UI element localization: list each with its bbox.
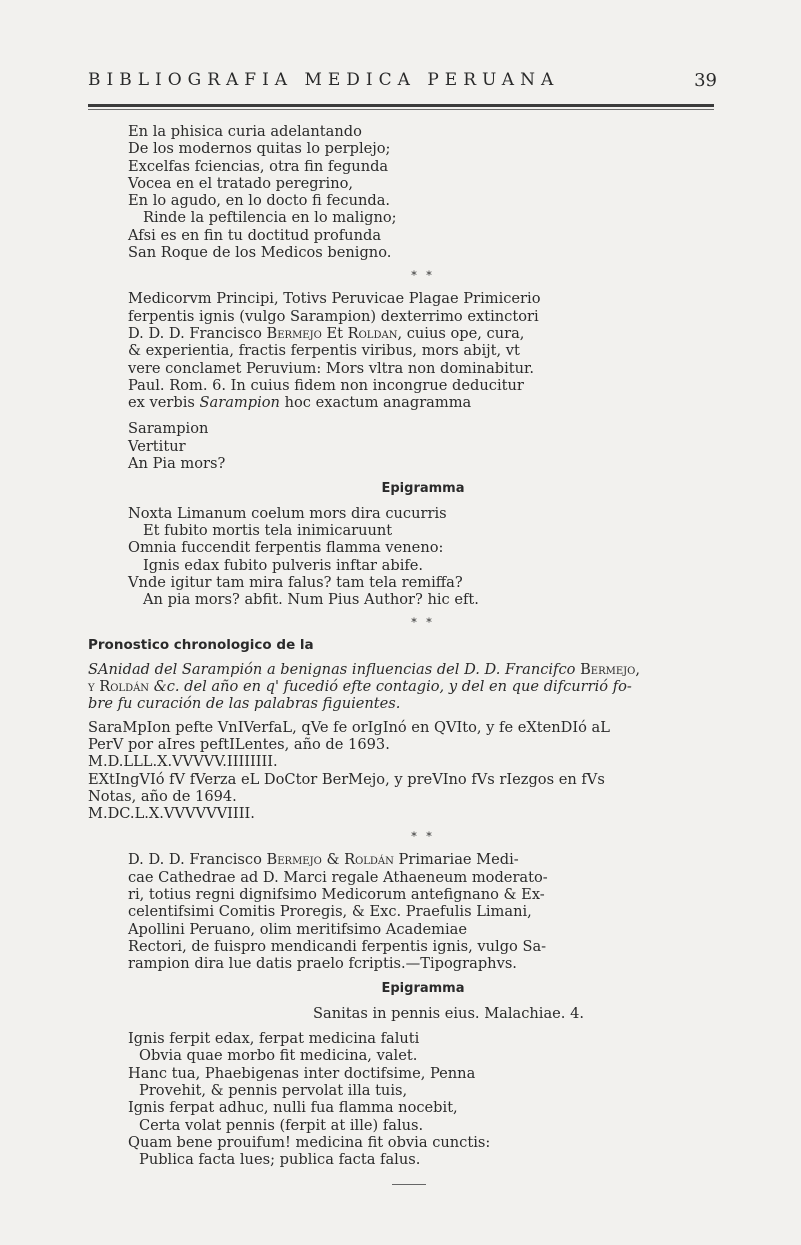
spanish-stanza	[128, 123, 718, 261]
pronostico-section	[88, 637, 718, 822]
line-fragment: &c. del año en q' fucedió efte contagio, y del en que difcurrió fo-	[149, 678, 632, 696]
header-title: BIBLIOGRAFIA MEDICA PERUANA	[88, 70, 560, 90]
page-number: 39	[694, 70, 717, 91]
name-bermejo: Bermejo,	[580, 660, 641, 678]
verse-line: Et fubito mortis tela inimicaruunt	[143, 521, 393, 539]
line-fragment: hoc exactum anagramma	[279, 394, 472, 412]
verse-line: Obvia quae morbo fit medicina, valet.	[139, 1047, 418, 1065]
epigram-one	[128, 505, 718, 609]
stanza-line: Rinde la peftilencia en lo maligno;	[143, 209, 397, 227]
line-fragment: SAnidad del Sarampión a benignas influencias del D. D. Francifco	[88, 660, 581, 678]
paragraph-line: cae Cathedrae ad D. Marci regale Athaeneum moderato-	[128, 868, 548, 886]
pronostico-subtitle-line	[88, 661, 718, 678]
line-fragment: , cuius ope, cura,	[397, 324, 525, 342]
epigram-motto: Sanitas in pennis eius. Malachiae. 4.	[313, 1004, 584, 1022]
verse-line: Ignis ferpat adhuc, nulli fua flamma nocebit,	[128, 1099, 458, 1117]
verse-line: Quam bene prouifum! medicina fit obvia cunctis:	[128, 1133, 491, 1151]
paragraph-line: ri, totius regni dignifsimo Medicorum antefignano & Ex-	[128, 885, 545, 903]
chronogram-line: SaraMpIon pefte VnIVerfaL, qVe fe orIgInó en QVIto, y fe eXtenDIó aL	[88, 718, 610, 736]
section-separator: * *	[411, 830, 435, 844]
end-rule	[392, 1184, 426, 1185]
stanza-line: Vocea en el tratado peregrino,	[128, 174, 354, 192]
name-roldan: y Roldán	[88, 678, 150, 696]
stanza-line: San Roque de los Medicos benigno.	[128, 244, 392, 262]
verse-line: Noxta Limanum coelum mors dira cucurris	[128, 504, 447, 522]
chronogram-numeral: M.DC.L.X.VVVVVVIIII.	[88, 805, 255, 823]
verse-line: Publica facta lues; publica facta falus.	[139, 1151, 421, 1169]
epigram-heading: Epigramma	[381, 481, 465, 497]
epigram-heading: Epigramma	[381, 981, 465, 997]
stanza-line: En la phisica curia adelantando	[128, 123, 362, 140]
verse-line: Provehit, & pennis pervolat illa tuis,	[139, 1081, 408, 1099]
line-fragment: ex verbis	[128, 394, 200, 412]
name-bermejo-roldan: Bermejo & Roldán	[266, 851, 394, 869]
paragraph-line: Apollini Peruano, olim meritifsimo Academiae	[128, 920, 468, 938]
paragraph-line	[128, 851, 718, 868]
stanza-line: De los modernos quitas lo perplejo;	[128, 140, 391, 158]
stanza-line: En lo agudo, en lo docto fi fecunda.	[128, 192, 391, 210]
pronostico-heading: Pronostico chronologico de la	[88, 637, 314, 654]
name-bermejo: Bermejo	[266, 324, 322, 342]
chronogram-line: PerV por aIres peftILentes, año de 1693.	[88, 735, 390, 753]
verse-line: An pia mors? abfit. Num Pius Author? hic eft.	[143, 591, 479, 609]
chronogram-line: EXtIngVIó fV fVerza eL DoCtor BerMejo, y preVIno fVs rIezgos en fVs	[88, 770, 605, 788]
line-fragment: D. D. D. Francisco	[128, 324, 267, 342]
header-rule-thick	[88, 104, 714, 107]
anagram-line: Vertitur	[128, 437, 186, 455]
paragraph-line: vere conclamet Peruvium: Mors vltra non dominabitur.	[128, 359, 535, 377]
verse-line: Vnde igitur tam mira falus? tam tela remiffa?	[128, 573, 463, 591]
name-roldan: Roldan	[347, 324, 398, 342]
epigram-two	[128, 1030, 718, 1168]
line-fragment: D. D. D. Francisco	[128, 851, 267, 869]
line-fragment: Et	[321, 324, 348, 342]
chronogram-numeral: M.D.LLL.X.VVVVV.IIIIIIII.	[88, 753, 278, 771]
word-sarampion: Sarampion	[199, 394, 280, 412]
paragraph-line: & experientia, fractis ferpentis viribus, mors abijt, vt	[128, 342, 520, 360]
stanza-line: Afsi es en fin tu doctitud profunda	[128, 226, 382, 244]
anagram-block	[128, 420, 718, 472]
pronostico-subtitle-line	[88, 678, 718, 695]
header-rule-thin	[88, 109, 714, 110]
section-separator: * *	[411, 269, 435, 283]
paragraph-line	[128, 325, 718, 342]
anagram-line: Sarampion	[128, 420, 209, 438]
paragraph-line: celentifsimi Comitis Proregis, & Exc. Praefulis Limani,	[128, 903, 532, 921]
latin-dedication-two	[128, 851, 718, 972]
pronostico-subtitle-line: bre fu curación de las palabras figuientes.	[88, 695, 401, 713]
paragraph-line: Rectori, de fuispro mendicandi ferpentis ignis, vulgo Sa-	[128, 937, 547, 955]
verse-line: Certa volat pennis (ferpit at ille) falus.	[139, 1116, 424, 1134]
paragraph-line: rampion dira lue datis praelo fcriptis.—Tipographvs.	[128, 955, 517, 973]
chronogram-line: Notas, año de 1694.	[88, 787, 237, 805]
section-separator: * *	[411, 616, 435, 630]
verse-line: Ignis edax fubito pulveris inftar abife.	[143, 556, 424, 574]
paragraph-line: Paul. Rom. 6. In cuius fidem non incongrue deducitur	[128, 376, 524, 394]
verse-line: Ignis ferpit edax, ferpat medicina faluti	[128, 1030, 420, 1048]
line-fragment: Primariae Medi-	[393, 851, 519, 869]
paragraph-line: Medicorvm Principi, Totivs Peruvicae Plagae Primicerio	[128, 290, 541, 308]
page-body	[88, 123, 718, 1185]
paragraph-line: ferpentis ignis (vulgo Sarampion) dexterrimo extinctori	[128, 307, 539, 325]
verse-line: Hanc tua, Phaebigenas inter doctifsime, Penna	[128, 1064, 476, 1082]
latin-dedication-paragraph	[128, 290, 718, 411]
anagram-line: An Pia mors?	[128, 455, 226, 473]
verse-line: Omnia fuccendit ferpentis flamma veneno:	[128, 539, 444, 557]
paragraph-line	[128, 394, 718, 411]
running-header	[88, 70, 717, 91]
stanza-line: Excelfas fciencias, otra fin fegunda	[128, 157, 389, 175]
